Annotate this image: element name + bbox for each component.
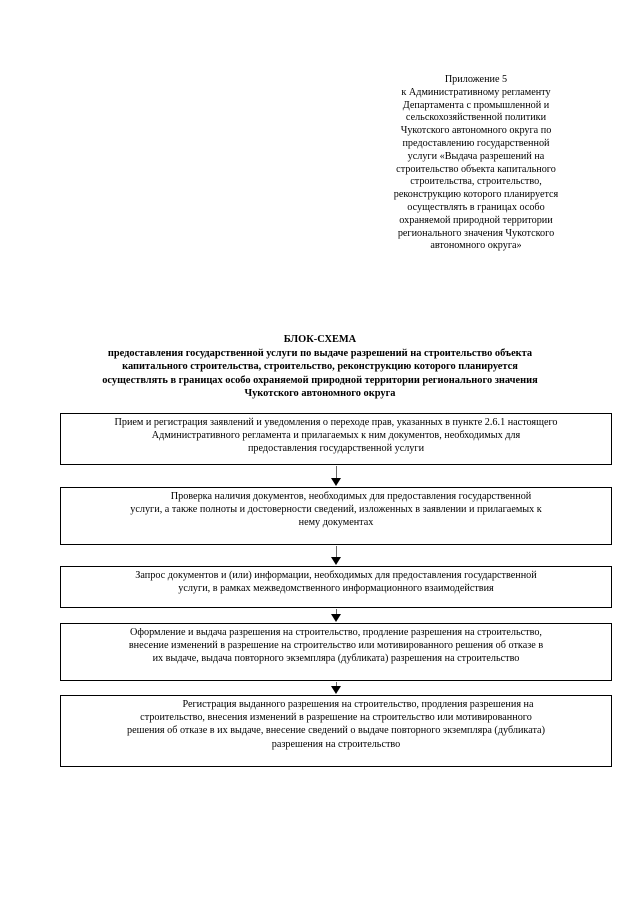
flow-arrow — [331, 682, 341, 694]
appendix-line: регионального значения Чукотского — [397, 227, 555, 239]
appendix-line: Департамента с промышленной и — [402, 99, 550, 111]
step-text-line: услуги, в рамках межведомственного информационного взаимодействия — [178, 583, 494, 595]
step-text-line: Оформление и выдача разрешения на строительство, продление разрешения на строительство, — [130, 627, 542, 638]
step-text-line: нему документах — [298, 517, 374, 529]
step-text-line: Проверка наличия документов, необходимых для предоставления государственной — [170, 491, 532, 502]
appendix-line: охраняемой природной территории — [399, 214, 553, 226]
arrow-stem — [336, 546, 337, 557]
flow-arrow — [331, 609, 341, 622]
title-line: капитального строительства, строительство, реконструкцию которого планируется — [122, 361, 518, 373]
step-text-line: услуги, а также полноты и достоверности сведений, изложенных в заявлении и прилагаемых к — [130, 504, 542, 516]
step-text-line: их выдаче, выдача повторного экземпляра (дубликата) разрешения на строительство — [152, 653, 520, 665]
title-line: осуществлять в границах особо охраняемой природной территории регионального значения — [102, 374, 538, 386]
appendix-header — [376, 74, 576, 253]
title-line: Чукотского автономного округа — [244, 388, 396, 400]
step-text-line: Регистрация выданного разрешения на строительство, продления разрешения на — [182, 699, 534, 710]
flow-arrow — [331, 466, 341, 486]
arrow-head — [331, 614, 341, 622]
appendix-line: автономного округа» — [430, 240, 522, 252]
step-text-line: Административного регламента и прилагаемых к ним документов, необходимых для — [151, 430, 521, 442]
flow-arrow — [331, 546, 341, 565]
step-text-line: решения об отказе в их выдаче, внесение сведений о выдаче повторного экземпляра (дубликата) — [127, 725, 545, 737]
step-text-line: Прием и регистрация заявлений и уведомления о переходе прав, указанных в пункте 2.6.1 настоящего — [114, 417, 558, 428]
flow-step-reception — [60, 413, 612, 465]
step-text-line: предоставления государственной услуги — [247, 443, 425, 455]
appendix-line: Чукотского автономного округа по — [400, 125, 552, 137]
arrow-stem — [336, 466, 337, 478]
arrow-head — [331, 557, 341, 565]
appendix-line: строительства, строительство, — [410, 176, 542, 188]
flow-step-document-check — [60, 487, 612, 545]
title-heading: БЛОК-СХЕМА — [283, 334, 357, 345]
appendix-line: строительство объекта капитального — [396, 163, 556, 175]
title-line: предоставления государственной услуги по выдаче разрешений на строительство объекта — [107, 347, 533, 359]
appendix-line: предоставлению государственной — [402, 137, 550, 149]
arrow-head — [331, 686, 341, 694]
step-text-line: разрешения на строительство — [271, 738, 401, 750]
flow-step-permit-registration — [60, 695, 612, 767]
step-text-line: внесение изменений в разрешение на строительство или мотивированного решения об отказе в — [128, 640, 544, 652]
appendix-line: Приложение 5 — [444, 74, 508, 85]
diagram-title — [50, 333, 590, 401]
appendix-line: осуществлять в границах особо — [407, 201, 545, 213]
appendix-line: сельскохозяйственной политики — [405, 112, 547, 124]
appendix-line: к Административному регламенту — [401, 86, 551, 98]
step-text-line: Запрос документов и (или) информации, необходимых для предоставления государственной — [135, 570, 537, 581]
flow-step-permit-issuance — [60, 623, 612, 681]
flow-step-interagency-request — [60, 566, 612, 608]
appendix-line: услуги «Выдача разрешений на — [407, 150, 545, 162]
appendix-line: реконструкцию которого планируется — [393, 189, 559, 201]
arrow-head — [331, 478, 341, 486]
step-text-line: строительство, внесения изменений в разрешение на строительство или мотивированного — [140, 712, 532, 724]
